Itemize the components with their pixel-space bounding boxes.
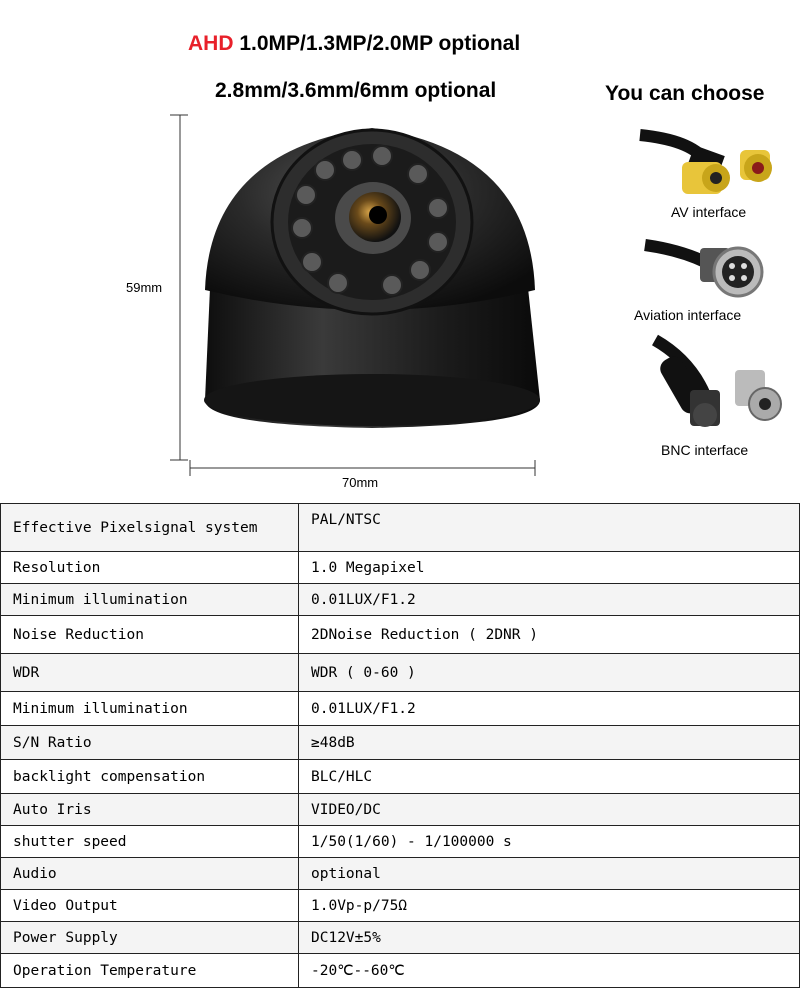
- width-dimension-line: [190, 460, 535, 476]
- table-row: [1, 858, 800, 890]
- spec-value: optional: [299, 858, 800, 890]
- spec-value: -20℃--60℃: [299, 954, 800, 988]
- table-row: [1, 504, 800, 552]
- height-dimension-label: 59mm: [126, 280, 163, 295]
- spec-key: Operation Temperature: [1, 954, 299, 988]
- spec-key: Effective Pixelsignal system: [1, 504, 299, 552]
- spec-value: 1.0Vp-p/75Ω: [299, 890, 800, 922]
- spec-key: backlight compensation: [1, 760, 299, 794]
- table-row: [1, 826, 800, 858]
- spec-value: DC12V±5%: [299, 922, 800, 954]
- spec-key: Audio: [1, 858, 299, 890]
- spec-value: WDR ( 0-60 ): [299, 654, 800, 692]
- spec-value: 0.01LUX/F1.2: [299, 692, 800, 726]
- spec-key: shutter speed: [1, 826, 299, 858]
- table-row: [1, 692, 800, 726]
- spec-key: Resolution: [1, 552, 299, 584]
- table-row: [1, 616, 800, 654]
- spec-value: PAL/NTSC: [299, 504, 800, 552]
- spec-value: 1.0 Megapixel: [299, 552, 800, 584]
- spec-key: S/N Ratio: [1, 726, 299, 760]
- spec-key: Minimum illumination: [1, 584, 299, 616]
- bnc-connector-icon: [655, 340, 781, 427]
- bnc-interface-label: BNC interface: [661, 442, 749, 458]
- av-interface-label: AV interface: [671, 204, 747, 220]
- ahd-label: AHD: [188, 32, 234, 55]
- rca-av-cable-icon: [640, 135, 772, 194]
- table-row: [1, 890, 800, 922]
- table-row: [1, 552, 800, 584]
- table-row: [1, 584, 800, 616]
- choose-headline: You can choose: [605, 82, 765, 105]
- spec-key: WDR: [1, 654, 299, 692]
- spec-key: Video Output: [1, 890, 299, 922]
- table-row: [1, 726, 800, 760]
- spec-value: 1/50(1/60) - 1/100000 s: [299, 826, 800, 858]
- spec-value: 2DNoise Reduction ( 2DNR ): [299, 616, 800, 654]
- aviation-interface-label: Aviation interface: [634, 307, 742, 323]
- table-row: [1, 760, 800, 794]
- table-row: [1, 794, 800, 826]
- table-row: [1, 922, 800, 954]
- spec-value: 0.01LUX/F1.2: [299, 584, 800, 616]
- spec-key: Power Supply: [1, 922, 299, 954]
- table-row: [1, 654, 800, 692]
- lens-headline: 2.8mm/3.6mm/6mm optional: [215, 79, 497, 102]
- spec-key: Noise Reduction: [1, 616, 299, 654]
- height-dimension-line: [170, 115, 188, 460]
- spec-value: BLC/HLC: [299, 760, 800, 794]
- table-row: [1, 954, 800, 988]
- resolution-options: 1.0MP/1.3MP/2.0MP optional: [239, 32, 521, 55]
- aviation-connector-icon: [645, 245, 762, 296]
- spec-table: [0, 503, 800, 988]
- spec-key: Minimum illumination: [1, 692, 299, 726]
- spec-value: ≥48dB: [299, 726, 800, 760]
- width-dimension-label: 70mm: [342, 475, 379, 490]
- spec-key: Auto Iris: [1, 794, 299, 826]
- spec-value: VIDEO/DC: [299, 794, 800, 826]
